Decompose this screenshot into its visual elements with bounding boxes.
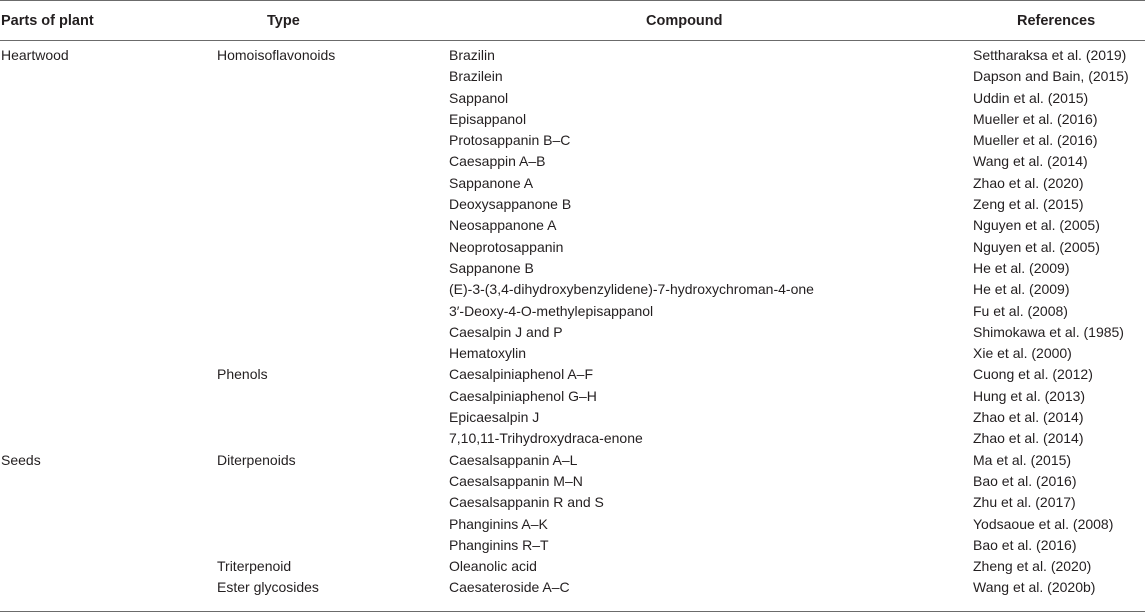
table-row — [0, 322, 1145, 343]
cell-compound: Epicaesalpin J — [449, 409, 540, 426]
cell-part-of-plant — [0, 492, 217, 513]
cell-reference: Fu et al. (2008) — [973, 302, 1068, 319]
cell-part-of-plant: Heartwood — [1, 47, 69, 63]
cell-type — [217, 194, 449, 215]
cell-compound: Caesalsappanin A–L — [449, 451, 578, 468]
cell-compound: Protosappanin B–C — [449, 132, 571, 149]
cell-part-of-plant — [0, 151, 217, 172]
cell-type — [217, 471, 449, 492]
table-row — [0, 151, 1145, 172]
cell-reference: Mueller et al. (2016) — [973, 110, 1098, 127]
table-row — [0, 237, 1145, 258]
cell-compound: Sappanone A — [449, 174, 534, 191]
cell-reference: Zhao et al. (2020) — [973, 174, 1084, 191]
cell-type — [217, 279, 449, 300]
cell-part-of-plant — [0, 279, 217, 300]
cell-reference: Uddin et al. (2015) — [973, 89, 1089, 106]
header-type: Type — [217, 1, 449, 41]
header-references: References — [973, 1, 1145, 41]
cell-reference: He et al. (2009) — [973, 281, 1070, 298]
cell-reference: Zhao et al. (2014) — [973, 430, 1084, 447]
cell-type — [217, 66, 449, 87]
cell-type: Ester glycosides — [217, 579, 319, 596]
cell-part-of-plant — [0, 577, 217, 601]
cell-part-of-plant — [0, 407, 217, 428]
cell-part-of-plant — [0, 364, 217, 385]
cell-part-of-plant — [0, 88, 217, 109]
table-bottom-rule — [0, 611, 1145, 612]
cell-type — [217, 215, 449, 236]
cell-part-of-plant — [0, 535, 217, 556]
table-row — [0, 66, 1145, 87]
table-row — [0, 450, 1145, 471]
cell-reference: Mueller et al. (2016) — [973, 132, 1098, 149]
cell-compound: Caesalpiniaphenol A–F — [449, 366, 593, 383]
table-row — [0, 343, 1145, 364]
cell-part-of-plant — [0, 386, 217, 407]
cell-compound: Caesalsappanin R and S — [449, 494, 604, 511]
cell-type — [217, 151, 449, 172]
cell-reference: Settharaksa et al. (2019) — [973, 47, 1127, 63]
table-row — [0, 535, 1145, 556]
table-row — [0, 258, 1145, 279]
cell-compound: Deoxysappanone B — [449, 196, 572, 213]
cell-part-of-plant — [0, 301, 217, 322]
cell-reference: Cuong et al. (2012) — [973, 366, 1093, 383]
table-row — [0, 577, 1145, 601]
cell-type — [217, 130, 449, 151]
cell-compound: 3′-Deoxy-4-O-methylepisappanol — [449, 302, 654, 319]
cell-compound: Sappanol — [449, 89, 509, 106]
cell-compound: Oleanolic acid — [449, 558, 537, 575]
cell-reference: Nguyen et al. (2005) — [973, 217, 1100, 234]
cell-reference: He et al. (2009) — [973, 259, 1070, 276]
table-row — [0, 301, 1145, 322]
cell-compound: Phanginins R–T — [449, 536, 549, 553]
cell-compound: Neoprotosappanin — [449, 238, 564, 255]
cell-part-of-plant — [0, 556, 217, 577]
cell-type — [217, 343, 449, 364]
table-row — [0, 130, 1145, 151]
cell-part-of-plant — [0, 109, 217, 130]
cell-compound: Sappanone B — [449, 259, 534, 276]
cell-compound: Caesappin A–B — [449, 153, 546, 170]
cell-type — [217, 258, 449, 279]
cell-type — [217, 301, 449, 322]
table-row — [0, 514, 1145, 535]
cell-reference: Ma et al. (2015) — [973, 451, 1072, 468]
cell-part-of-plant — [0, 471, 217, 492]
cell-reference: Wang et al. (2014) — [973, 153, 1088, 170]
cell-compound: Brazilin — [449, 47, 495, 63]
cell-compound: (E)-3-(3,4-dihydroxybenzylidene)-7-hydroxychroman-4-one — [449, 281, 814, 298]
header-parts-of-plant: Parts of plant — [0, 1, 217, 41]
cell-reference: Zhao et al. (2014) — [973, 409, 1084, 426]
cell-reference: Bao et al. (2016) — [973, 472, 1077, 489]
cell-reference: Zhu et al. (2017) — [973, 494, 1076, 511]
cell-type — [217, 88, 449, 109]
cell-type — [217, 386, 449, 407]
header-compound: Compound — [449, 1, 973, 41]
cell-reference: Shimokawa et al. (1985) — [973, 323, 1124, 340]
cell-compound: Caesalsappanin M–N — [449, 472, 583, 489]
table-row — [0, 364, 1145, 385]
cell-part-of-plant — [0, 428, 217, 449]
cell-part-of-plant — [0, 130, 217, 151]
cell-reference: Zeng et al. (2015) — [973, 196, 1084, 213]
cell-part-of-plant — [0, 322, 217, 343]
table-row — [0, 215, 1145, 236]
cell-reference: Bao et al. (2016) — [973, 536, 1077, 553]
cell-compound: Caesateroside A–C — [449, 579, 570, 596]
cell-type: Triterpenoid — [217, 558, 292, 575]
cell-type: Diterpenoids — [217, 451, 296, 468]
cell-type: Phenols — [217, 366, 268, 383]
cell-reference: Wang et al. (2020b) — [973, 579, 1096, 596]
cell-compound: Hematoxylin — [449, 345, 527, 362]
cell-compound: 7,10,11-Trihydroxydraca-enone — [449, 430, 643, 447]
cell-type — [217, 237, 449, 258]
cell-type — [217, 428, 449, 449]
table-row — [0, 556, 1145, 577]
cell-compound: Caesalpiniaphenol G–H — [449, 387, 597, 404]
table-header-row — [0, 1, 1145, 41]
cell-compound: Phanginins A–K — [449, 515, 548, 532]
cell-reference: Yodsaoue et al. (2008) — [973, 515, 1114, 532]
cell-reference: Nguyen et al. (2005) — [973, 238, 1100, 255]
cell-type — [217, 109, 449, 130]
cell-reference: Hung et al. (2013) — [973, 387, 1086, 404]
table-row — [0, 41, 1145, 67]
cell-type — [217, 322, 449, 343]
cell-part-of-plant: Seeds — [1, 451, 41, 468]
table-row — [0, 173, 1145, 194]
cell-part-of-plant — [0, 173, 217, 194]
table-row — [0, 492, 1145, 513]
cell-part-of-plant — [0, 66, 217, 87]
table-row — [0, 471, 1145, 492]
table-row — [0, 279, 1145, 300]
cell-compound: Caesalpin J and P — [449, 323, 563, 340]
table-row — [0, 386, 1145, 407]
table-row — [0, 109, 1145, 130]
table-row — [0, 407, 1145, 428]
cell-reference: Zheng et al. (2020) — [973, 558, 1092, 575]
table-row — [0, 194, 1145, 215]
cell-type — [217, 173, 449, 194]
cell-type — [217, 407, 449, 428]
cell-type: Homoisoflavonoids — [217, 47, 336, 63]
cell-compound: Neosappanone A — [449, 217, 557, 234]
cell-type — [217, 535, 449, 556]
cell-part-of-plant — [0, 343, 217, 364]
cell-part-of-plant — [0, 215, 217, 236]
cell-part-of-plant — [0, 258, 217, 279]
table-row — [0, 428, 1145, 449]
cell-part-of-plant — [0, 237, 217, 258]
table-row — [0, 88, 1145, 109]
cell-compound: Episappanol — [449, 110, 527, 127]
cell-reference: Dapson and Bain, (2015) — [973, 68, 1129, 85]
cell-type — [217, 492, 449, 513]
cell-reference: Xie et al. (2000) — [973, 345, 1072, 362]
cell-part-of-plant — [0, 514, 217, 535]
cell-part-of-plant — [0, 194, 217, 215]
cell-type — [217, 514, 449, 535]
cell-compound: Brazilein — [449, 68, 503, 85]
